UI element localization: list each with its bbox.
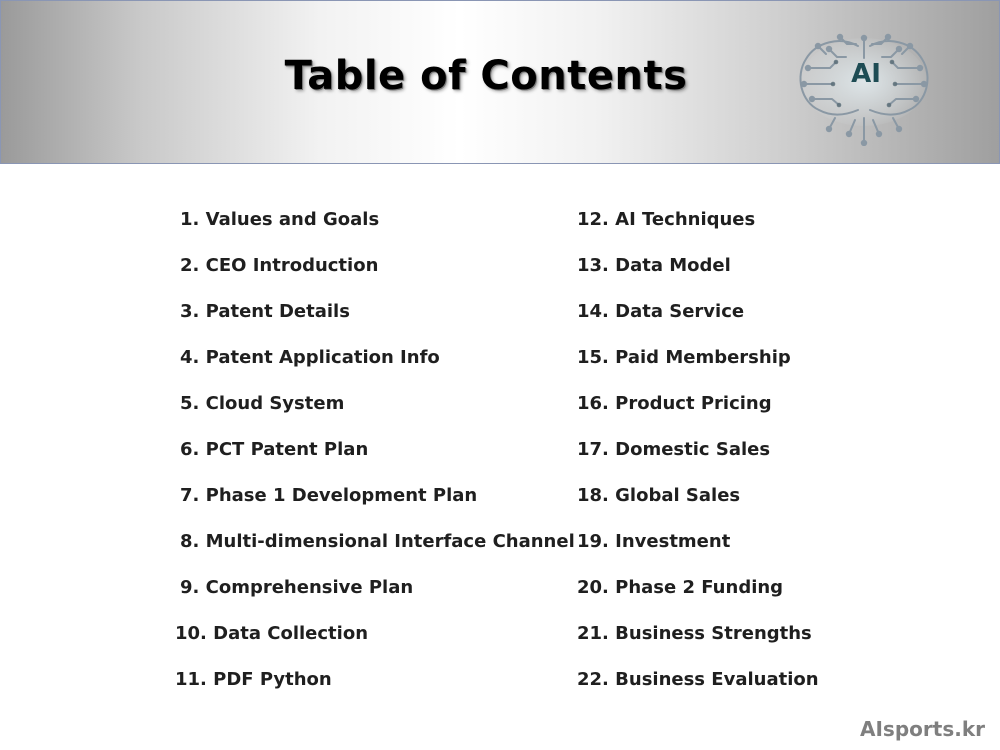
toc-item: 14. Data Service — [577, 301, 745, 322]
toc-item: 13. Data Model — [577, 255, 731, 276]
toc-item: 18. Global Sales — [577, 485, 741, 506]
toc-item: 7. Phase 1 Development Plan — [180, 485, 478, 506]
toc-item: 10. Data Collection — [175, 623, 369, 644]
toc-item: 2. CEO Introduction — [180, 255, 379, 276]
ai-logo-label: AI — [851, 59, 881, 89]
toc-item: 11. PDF Python — [175, 669, 332, 690]
toc-item: 15. Paid Membership — [577, 347, 791, 368]
footer-site-label: AIsports.kr — [860, 717, 985, 741]
toc-item: 20. Phase 2 Funding — [577, 577, 784, 598]
toc-item: 9. Comprehensive Plan — [180, 577, 414, 598]
toc-item: 22. Business Evaluation — [577, 669, 819, 690]
toc-item: 17. Domestic Sales — [577, 439, 771, 460]
toc-item: 21. Business Strengths — [577, 623, 812, 644]
toc-item: 6. PCT Patent Plan — [180, 439, 369, 460]
toc-item: 19. Investment — [577, 531, 731, 552]
toc-item: 16. Product Pricing — [577, 393, 772, 414]
page-title: Table of Contents — [284, 53, 688, 99]
toc-item: 1. Values and Goals — [180, 209, 380, 230]
toc-item: 12. AI Techniques — [577, 209, 756, 230]
toc-item: 4. Patent Application Info — [180, 347, 440, 368]
toc-item: 8. Multi-dimensional Interface Channel — [180, 531, 575, 552]
toc-item: 3. Patent Details — [180, 301, 350, 322]
toc-item: 5. Cloud System — [180, 393, 345, 414]
